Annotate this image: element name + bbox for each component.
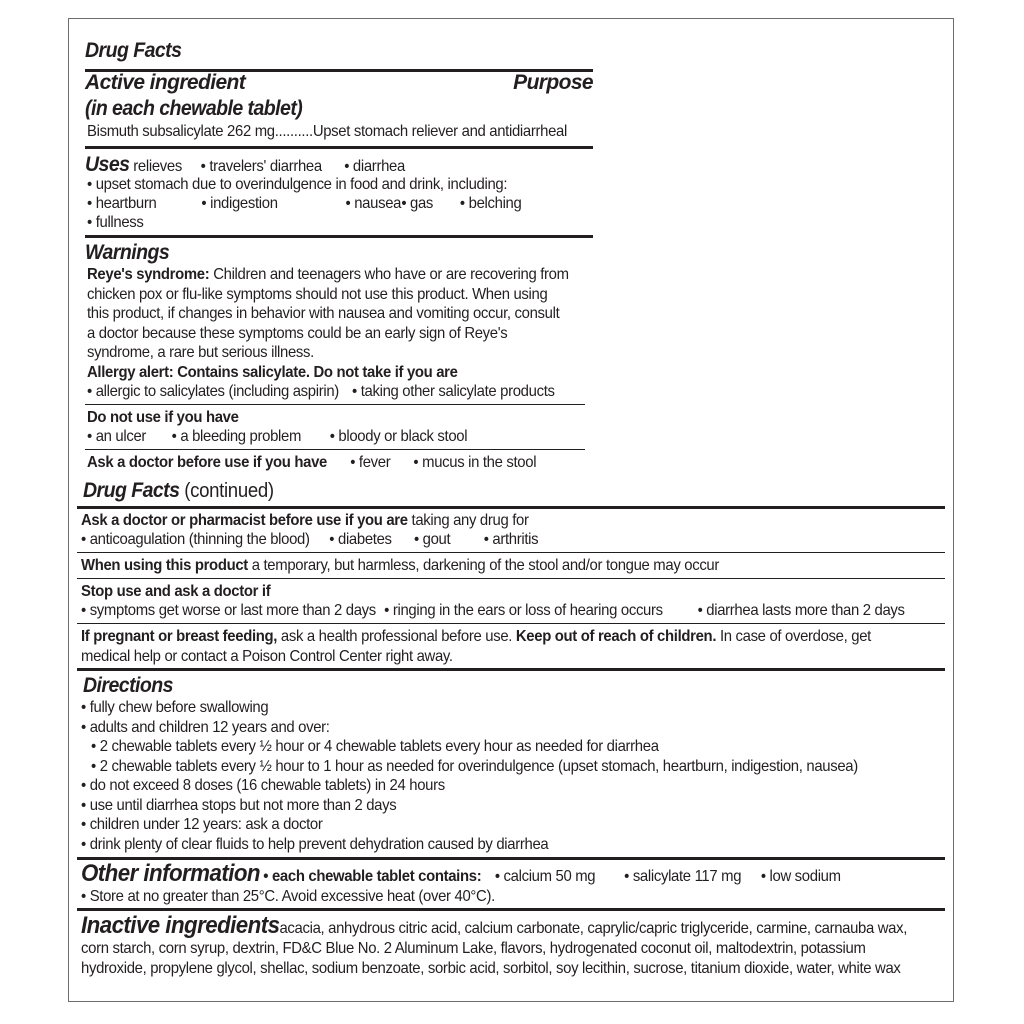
pharmacist-item: • diabetes [329,531,392,548]
other-info-contains-label: • each chewable tablet contains: [263,868,482,885]
when-using-label: When using this product [81,557,248,574]
directions-line: • adults and children 12 years and over: [81,718,330,736]
reye-line-4: a doctor because these symptoms could be an early sign of Reye's [87,324,508,342]
reye-label: Reye's syndrome: [87,266,210,283]
pharmacist-item: • arthritis [483,531,539,548]
ask-doctor-item: • fever [350,454,391,471]
warnings-heading: Warnings [85,241,170,264]
allergy-alert-label: Allergy alert: Contains salicylate. Do not take if you are [87,363,458,381]
uses-sub-item: • gas [401,195,434,212]
when-using-rule [77,578,945,579]
drug-facts-label [68,18,954,1002]
when-using-text: a temporary, but harmless, darkening of the stool and/or tongue may occur [247,557,720,574]
continued-suffix: (continued) [179,480,274,502]
continued-title-line [83,478,890,506]
do-not-use-item: • bloody or black stool [329,428,468,445]
active-ingredient-heading: Active ingredient [85,71,246,94]
keep-out-label: Keep out of reach of children. [515,628,717,645]
stop-use-label: Stop use and ask a doctor if [81,583,271,600]
other-info-item: • low sodium [760,868,841,885]
inactive-line-2: corn starch, corn syrup, dextrin, FD&C Blue No. 2 Aluminum Lake, flavors, hydrogenated coconut oil, maltodextrin, potassium [81,940,866,957]
inactive-line-3: hydroxide, propylene glycol, shellac, sodium benzoate, sorbic acid, sorbitol, soy lecithin, sucrose, titanium dioxide, water, white wax [81,959,901,977]
directions-line: • do not exceed 8 doses (16 chewable tablets) in 24 hours [81,777,445,794]
uses-item: • travelers' diarrhea [200,158,322,175]
do-not-use-items [87,427,559,447]
allergy-items [87,382,559,402]
other-info-heading: Other information [81,860,260,887]
pregnant-line-1 [81,627,888,647]
when-using-line [81,556,888,576]
allergy-rule [85,404,585,405]
reye-line-3: this product, if changes in behavior with nausea and vomiting occur, consult [87,305,560,322]
directions-line: • 2 chewable tablets every ½ hour or 4 chewable tablets every hour as needed for diarrhea [91,738,659,755]
continued-title: Drug Facts [83,479,180,502]
do-not-use-label: Do not use if you have [87,409,239,426]
do-not-use-item: • a bleeding problem [171,428,302,445]
pharmacist-items [81,530,888,550]
ask-doctor-item: • mucus in the stool [413,454,537,471]
uses-sub-item: • belching [459,195,522,212]
reye-text: Children and teenagers who have or are recovering from [209,266,569,283]
directions-line: • children under 12 years: ask a doctor [81,816,323,833]
reye-line-2: chicken pox or flu-like symptoms should not use this product. When using [87,285,548,303]
stop-use-item: • symptoms get worse or last more than 2 days [81,602,376,619]
active-rule [85,146,593,149]
stop-use-item: • ringing in the ears or loss of hearing occurs [384,602,663,619]
directions-line: • drink plenty of clear fluids to help prevent dehydration caused by diarrhea [81,835,549,853]
uses-heading: Uses [85,153,130,176]
active-ingredient-subheading: (in each chewable tablet) [85,97,303,120]
pregnant-rule [77,668,945,671]
pharmacist-rule [77,552,945,553]
uses-sub-item: • heartburn [87,195,157,212]
allergy-item: • taking other salicylate products [352,383,555,400]
uses-line-4: • fullness [87,214,144,231]
pregnant-label: If pregnant or breast feeding, [81,628,278,645]
other-info-rule [77,908,945,911]
keep-out-text: In case of overdose, get [716,628,871,645]
do-not-use-rule [85,449,585,450]
uses-sub-item: • indigestion [201,195,278,212]
continued-rule [77,506,945,509]
uses-item: • diarrhea [344,158,405,175]
uses-line-3 [87,194,559,214]
inactive-text: acacia, anhydrous citric acid, calcium carbonate, caprylic/capric triglyceride, carmine, carnauba wax, [279,920,908,937]
active-ingredient-line: Bismuth subsalicylate 262 mg..........Upset stomach reliever and antidiarrheal [87,123,567,140]
pharmacist-label: Ask a doctor or pharmacist before use if you are [81,512,408,529]
pharmacist-line [81,511,888,531]
uses-sub-item: • nausea [345,195,402,212]
ask-doctor-line [87,453,559,473]
pharmacist-item: • anticoagulation (thinning the blood) [81,531,310,548]
pregnant-line-2: medical help or contact a Poison Control Center right away. [81,648,453,665]
purpose-heading: Purpose [513,71,593,94]
uses-rule [85,235,593,238]
pharmacist-item: • gout [413,531,451,548]
directions-line: • use until diarrhea stops but not more than 2 days [81,796,397,814]
reye-line-5: syndrome, a rare but serious illness. [87,344,314,361]
stop-use-rule [77,623,945,624]
uses-intro: relieves [133,158,182,175]
other-info-item: • salicylate 117 mg [624,868,742,885]
drug-facts-title: Drug Facts [85,39,182,62]
inactive-heading: Inactive ingredients [81,912,280,939]
ask-doctor-label: Ask a doctor before use if you have [87,454,327,471]
directions-heading: Directions [83,674,173,697]
other-info-item: • calcium 50 mg [494,868,596,885]
directions-line: • 2 chewable tablets every ½ hour to 1 hour as needed for overindulgence (upset stomach, heartburn, indigestion, nausea) [91,757,858,775]
pharmacist-text: taking any drug for [407,512,529,529]
directions-line: • fully chew before swallowing [81,699,269,716]
uses-line-2: • upset stomach due to overindulgence in food and drink, including: [87,176,508,193]
inactive-line-1 [81,912,908,942]
stop-use-item: • diarrhea lasts more than 2 days [697,602,905,619]
allergy-item: • allergic to salicylates (including aspirin) [87,383,339,400]
active-heading-row [85,71,593,95]
reye-line-1 [87,265,569,285]
other-info-store: • Store at no greater than 25°C. Avoid excessive heat (over 40°C). [81,888,495,905]
stop-use-items [81,601,905,621]
pregnant-text: ask a health professional before use. [277,628,516,645]
do-not-use-item: • an ulcer [87,428,147,445]
other-info-line [81,861,888,890]
